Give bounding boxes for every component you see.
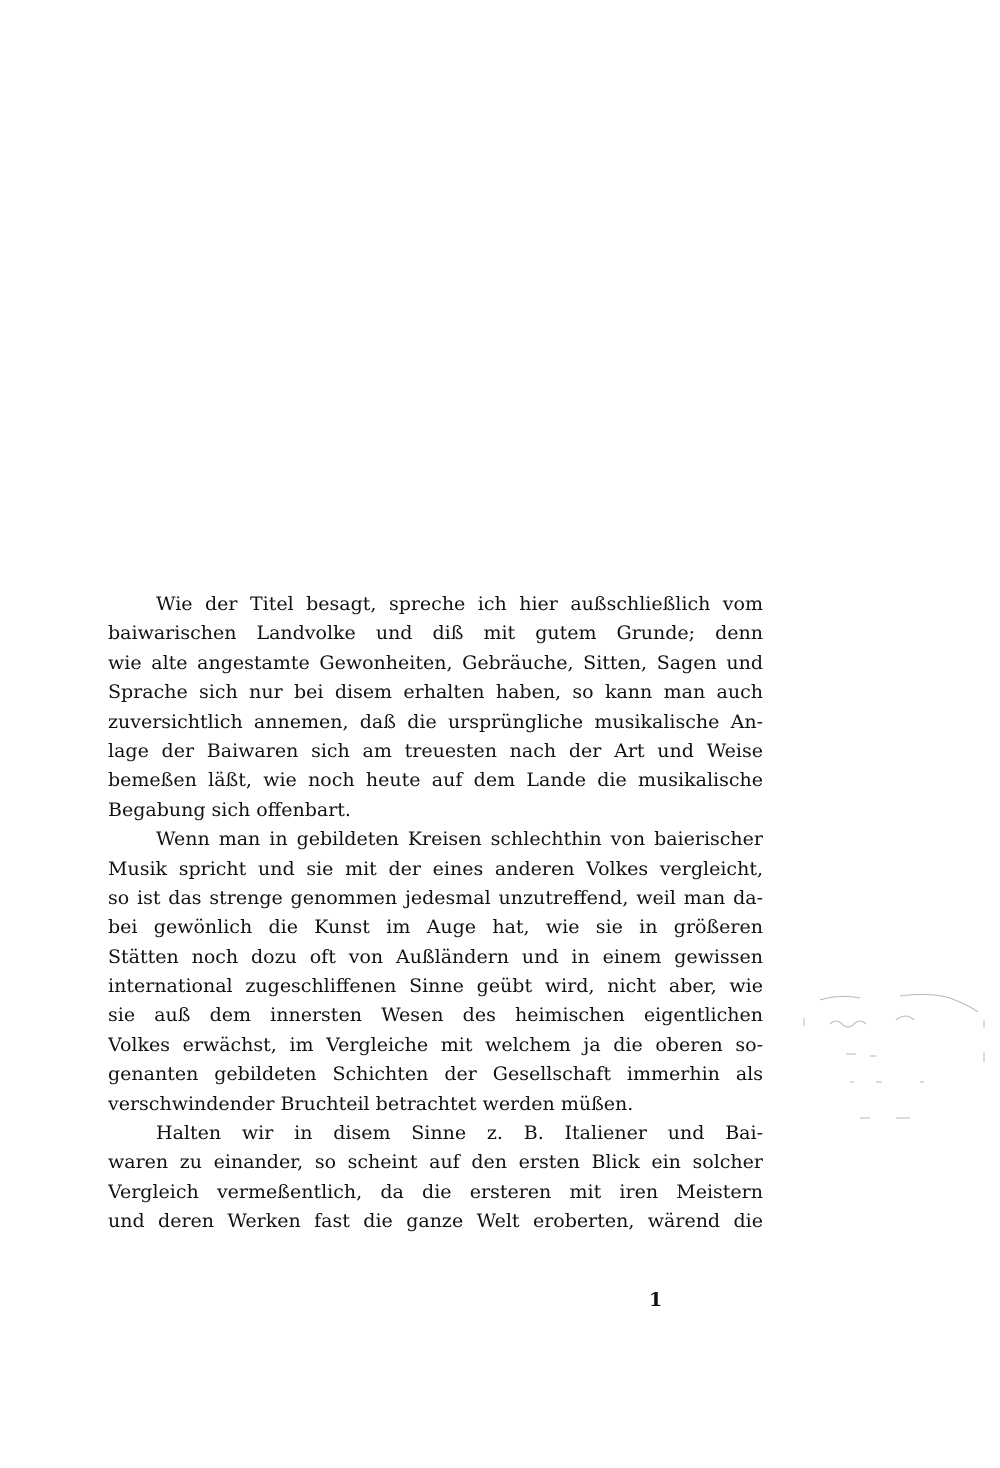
paragraph-2: [108, 825, 763, 1119]
text-line: Wenn man in gebildeten Kreisen schlechthin von baierischer: [156, 828, 763, 851]
text-line: Musik spricht und sie mit der eines anderen Volkes vergleicht,: [108, 857, 763, 880]
paragraph-3: [108, 1119, 763, 1237]
text-line: baiwarischen Landvolke und diß mit gutem Grunde; denn: [108, 622, 763, 645]
text-line: genanten gebildeten Schichten der Gesellschaft immerhin als: [108, 1063, 763, 1086]
text-line: Wie der Titel besagt, spreche ich hier außschließlich vom: [156, 593, 763, 615]
show-through-marks: [800, 990, 990, 1130]
text-line: lage der Baiwaren sich am treuesten nach der Art und Weise: [108, 739, 763, 762]
page-number: 1: [649, 1289, 663, 1311]
text-line: sie auß dem innersten Wesen des heimischen eigentlichen: [108, 1004, 763, 1027]
text-line: Volkes erwächst, im Vergleiche mit welchem ja die oberen so-: [108, 1033, 763, 1056]
paragraph-1: [108, 590, 763, 825]
text-line: so ist das strenge genommen jedesmal unzutreffend, weil man da-: [108, 886, 763, 909]
text-line: verschwindender Bruchteil betrachtet werden müßen.: [108, 1092, 634, 1115]
text-line: Vergleich vermeßentlich, da die ersteren mit iren Meistern: [108, 1180, 763, 1203]
text-line: bemeßen läßt, wie noch heute auf dem Lande die musikalische: [108, 769, 763, 792]
text-line: bei gewönlich die Kunst im Auge hat, wie sie in größeren: [108, 916, 763, 939]
text-line: und deren Werken fast die ganze Welt eroberten, wärend die: [108, 1210, 763, 1233]
text-line: Sprache sich nur bei disem erhalten haben, so kann man auch: [108, 681, 763, 704]
text-line: Halten wir in disem Sinne z. B. Italiener und Bai-: [156, 1122, 763, 1145]
text-line: international zugeschliffenen Sinne geübt wird, nicht aber, wie: [108, 975, 763, 998]
text-line: Stätten noch dozu oft von Außländern und in einem gewissen: [108, 945, 763, 968]
text-line: Begabung sich offenbart.: [108, 798, 351, 821]
body-text: [108, 590, 763, 1237]
text-line: zuversichtlich annemen, daß die ursprüngliche musikalische An-: [108, 710, 763, 733]
text-line: waren zu einander, so scheint auf den ersten Blick ein solcher: [108, 1151, 763, 1174]
text-line: wie alte angestamte Gewonheiten, Gebräuche, Sitten, Sagen und: [108, 651, 763, 674]
